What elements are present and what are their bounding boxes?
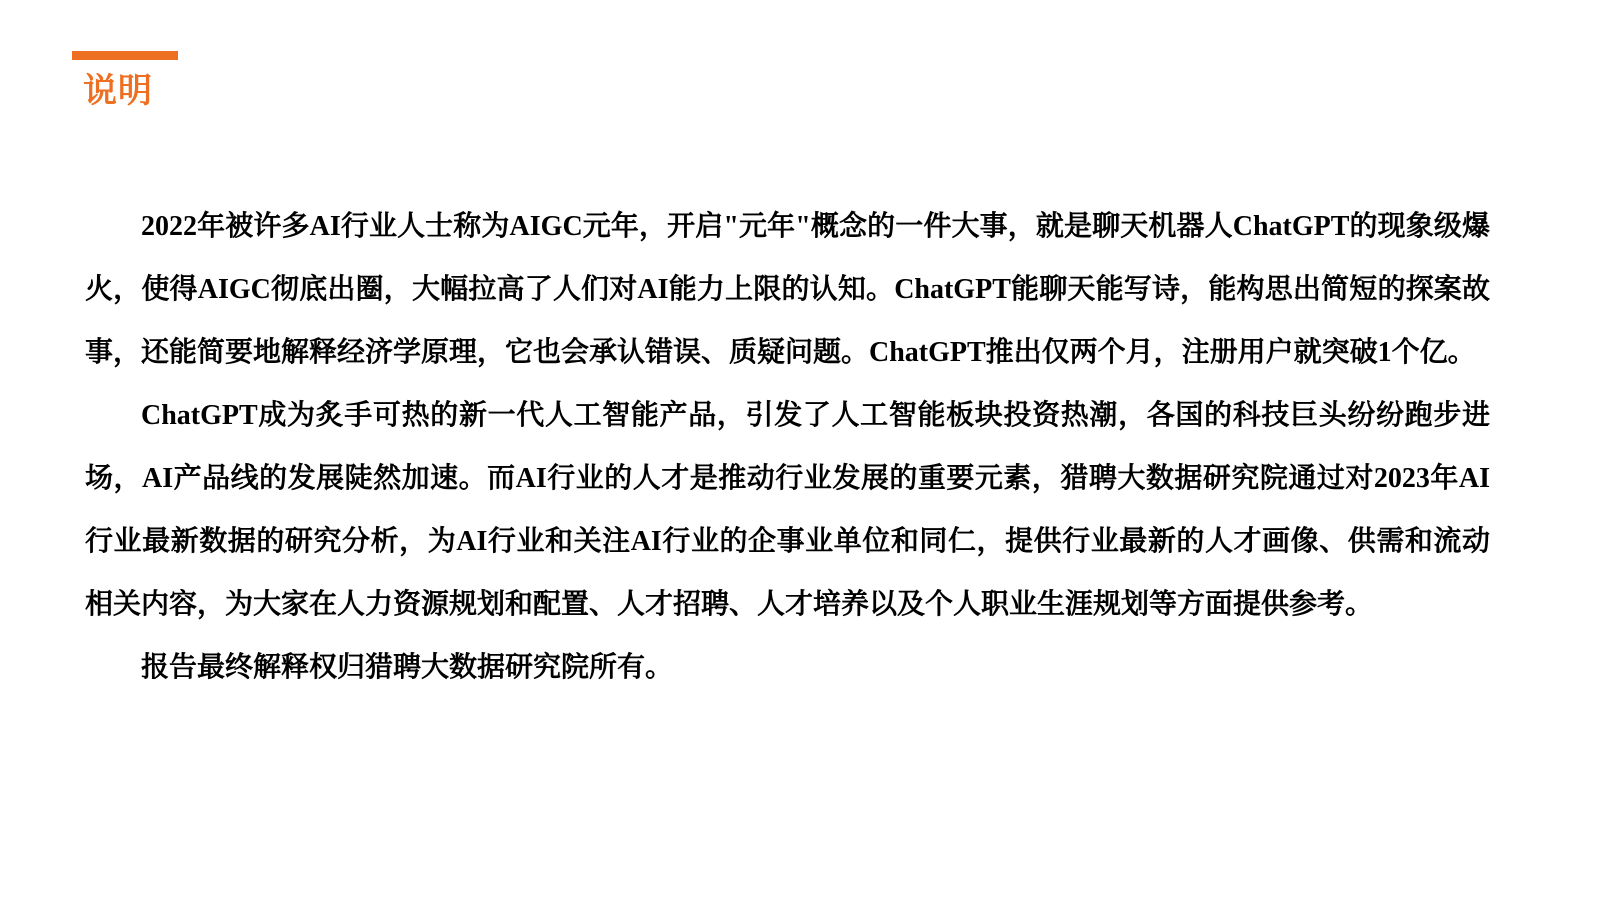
body-text [85,195,1490,699]
paragraph-2: ChatGPT成为炙手可热的新一代人工智能产品，引发了人工智能板块投资热潮，各国的科技巨头纷纷跑步进场，AI产品线的发展陡然加速。而AI行业的人才是推动行业发展的重要元素，猎聘大数据研究院通过对2023年AI行业最新数据的研究分析，为AI行业和关注AI行业的企事业单位和同仁，提供行业最新的人才画像、供需和流动相关内容，为大家在人力资源规划和配置、人才招聘、人才培养以及个人职业生涯规划等方面提供参考。 [85,400,1490,620]
accent-bar [72,51,178,60]
paragraph-3: 报告最终解释权归猎聘大数据研究院所有。 [141,652,674,683]
page-title: 说明 [83,73,153,110]
paragraph-1: 2022年被许多AI行业人士称为AIGC元年，开启"元年"概念的一件大事，就是聊天机器人ChatGPT的现象级爆火，使得AIGC彻底出圈，大幅拉高了人们对AI能力上限的认知。ChatGPT能聊天能写诗，能构思出简短的探案故事，还能简要地解释经济学原理，它也会承认错误、质疑问题。ChatGPT推出仅两个月，注册用户就突破1个亿。 [85,211,1490,368]
